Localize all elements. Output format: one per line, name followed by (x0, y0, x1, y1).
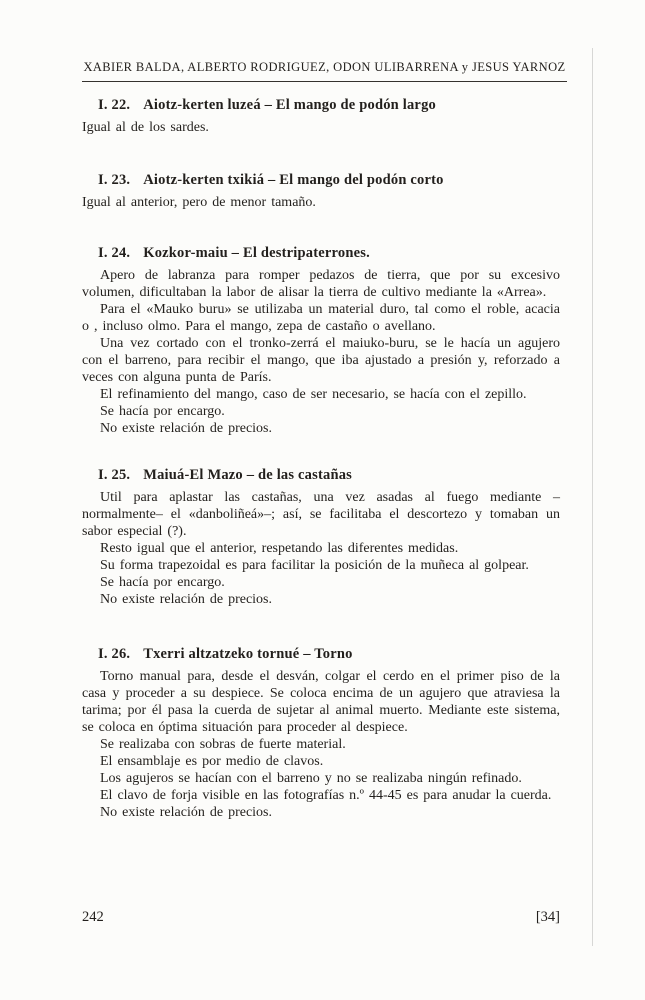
page-number: 242 (82, 909, 104, 925)
paragraph: Igual al anterior, pero de menor tamaño. (82, 195, 316, 210)
paragraph: El clavo de forja visible en las fotografías n.º 44-45 es para anudar la cuerda. (100, 788, 552, 803)
section-number: I. 23. (98, 172, 131, 188)
paragraph: Torno manual para, desde el desván, colgar el cerdo en el primer piso de la casa y proceder a su despiece. Se coloca encima de un agujero que atraviesa la tarima; por él pasa la cuerda de sujetar al animal muerto. Mediante este sistema, se coloca en óptima situación para proceder al despiece. (82, 669, 560, 735)
section-heading (82, 245, 560, 262)
paragraph: No existe relación de precios. (100, 421, 272, 436)
page-scan-edge (592, 48, 593, 946)
section-i22 (82, 97, 560, 136)
paragraph: Se hacía por encargo. (100, 404, 225, 419)
section-number: I. 22. (98, 97, 131, 113)
section-i26 (82, 646, 560, 821)
page-footer (82, 909, 560, 926)
page-body (82, 97, 560, 821)
paragraph: Su forma trapezoidal es para facilitar la posición de la muñeca al golpear. (100, 558, 529, 573)
paragraph: No existe relación de precios. (100, 805, 272, 820)
section-heading (82, 172, 560, 189)
section-heading (82, 646, 560, 663)
section-title: Kozkor-maiu – El destripaterrones. (143, 245, 370, 261)
running-header-authors: XABIER BALDA, ALBERTO RODRIGUEZ, ODON ULIBARRENA y JESUS YARNOZ (82, 60, 567, 82)
paragraph: Resto igual que el anterior, respetando las diferentes medidas. (100, 541, 459, 556)
section-i25 (82, 467, 560, 608)
section-number: I. 25. (98, 467, 131, 483)
paragraph: Una vez cortado con el tronko-zerrá el maiuko-buru, se le hacía un agujero con el barreno, para recibir el mango, que iba ajustado a presión y, reforzado a veces con alguna punta de París. (82, 336, 560, 385)
section-heading (82, 97, 560, 114)
section-title: Aiotz-kerten txikiá – El mango del podón corto (143, 172, 444, 188)
paragraph: Se realizaba con sobras de fuerte material. (100, 737, 346, 752)
paragraph: Se hacía por encargo. (100, 575, 225, 590)
paragraph: Util para aplastar las castañas, una vez asadas al fuego mediante –normalmente– el «danboliñeá»–; así, se facilitaba el descortezo y tomaban un sabor especial (?). (82, 490, 560, 539)
paragraph: Apero de labranza para romper pedazos de tierra, que por su excesivo volumen, dificultaban la labor de alisar la tierra de cultivo mediante la «Arrea». (82, 268, 560, 300)
paragraph: Los agujeros se hacían con el barreno y no se realizaba ningún refinado. (100, 771, 522, 786)
section-number: I. 24. (98, 245, 131, 261)
paragraph: Para el «Mauko buru» se utilizaba un material duro, tal como el roble, acacia o , incluso olmo. Para el mango, zepa de castaño o avellano. (82, 302, 560, 334)
section-title: Maiuá-El Mazo – de las castañas (143, 467, 353, 483)
folio-number: [34] (535, 909, 560, 925)
section-heading (82, 467, 560, 484)
section-number: I. 26. (98, 646, 131, 662)
paragraph: No existe relación de precios. (100, 592, 272, 607)
paragraph: Igual al de los sardes. (82, 120, 209, 135)
section-i24 (82, 245, 560, 437)
section-title: Aiotz-kerten luzeá – El mango de podón largo (143, 97, 436, 113)
section-i23 (82, 172, 560, 211)
paragraph: El ensamblaje es por medio de clavos. (100, 754, 324, 769)
paragraph: El refinamiento del mango, caso de ser necesario, se hacía con el zepillo. (100, 387, 527, 402)
section-title: Txerri altzatzeko tornué – Torno (143, 646, 353, 662)
